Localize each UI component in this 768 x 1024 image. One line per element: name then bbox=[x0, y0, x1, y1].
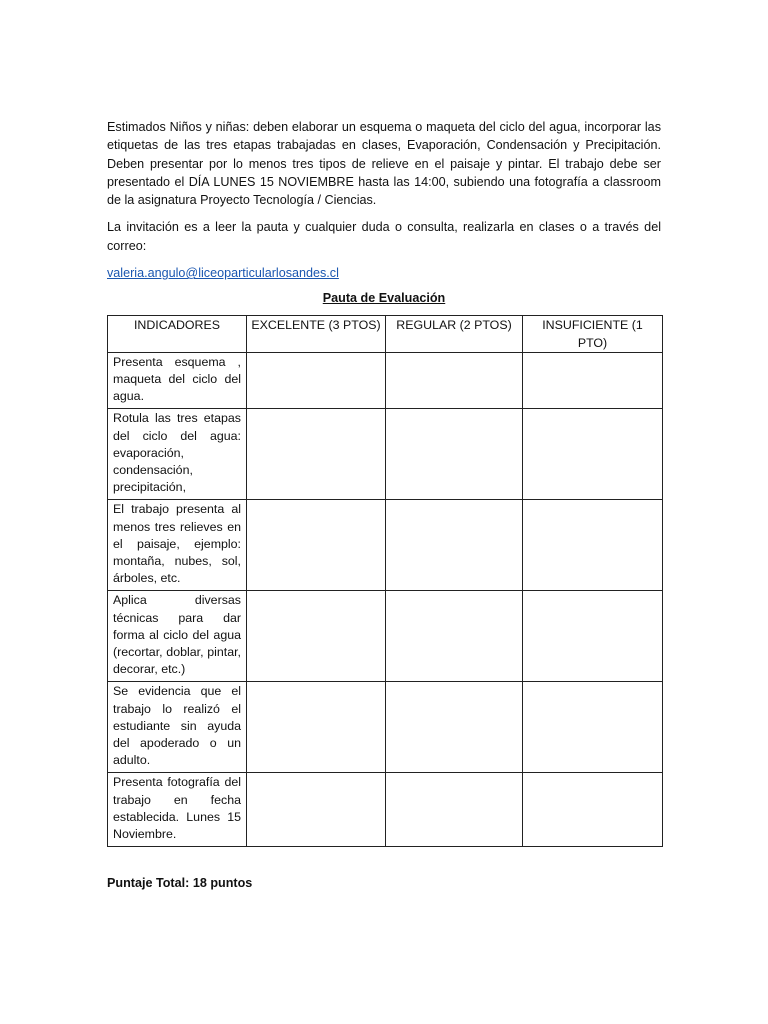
email-line bbox=[107, 264, 661, 282]
total-score: Puntaje Total: 18 puntos bbox=[107, 876, 253, 891]
score-cell-regular bbox=[386, 682, 523, 773]
score-cell-insuficiente bbox=[523, 409, 663, 500]
header-insuficiente: INSUFICIENTE (1 PTO) bbox=[523, 316, 663, 352]
invitation-paragraph: La invitación es a leer la pauta y cualquier duda o consulta, realizarla en clases o a través del correo: bbox=[107, 220, 661, 253]
score-cell-excelente bbox=[247, 591, 386, 682]
rubric-table bbox=[107, 315, 663, 847]
score-cell-regular bbox=[386, 500, 523, 591]
score-cell-insuficiente bbox=[523, 773, 663, 847]
score-cell-insuficiente bbox=[523, 352, 663, 409]
score-cell-insuficiente bbox=[523, 591, 663, 682]
score-cell-excelente bbox=[247, 352, 386, 409]
header-indicadores: INDICADORES bbox=[108, 316, 247, 352]
indicator-cell: Se evidencia que el trabajo lo realizó el estudiante sin ayuda del apoderado o un adulto. bbox=[108, 682, 247, 773]
table-row bbox=[108, 773, 663, 847]
table-row bbox=[108, 352, 663, 409]
indicator-cell: Aplica diversas técnicas para dar forma al ciclo del agua (recortar, doblar, pintar, decorar, etc.) bbox=[108, 591, 247, 682]
table-row bbox=[108, 682, 663, 773]
indicator-cell: Presenta esquema , maqueta del ciclo del agua. bbox=[108, 352, 247, 409]
header-regular: REGULAR (2 PTOS) bbox=[386, 316, 523, 352]
rubric-header-row bbox=[108, 316, 663, 352]
score-cell-excelente bbox=[247, 773, 386, 847]
score-cell-insuficiente bbox=[523, 500, 663, 591]
instructions-paragraph: Estimados Niños y niñas: deben elaborar un esquema o maqueta del ciclo del agua, incorporar las etiquetas de las tres etapas trabajadas en clases, Evaporación, Condensación y Precipitación. Deben presentar por lo menos tres tipos de relieve en el paisaje y pintar. El trabajo debe ser presentado el DÍA LUNES 15 NOVIEMBRE hasta las 14:00, subiendo una fotografía a classroom de la asignatura Proyecto Tecnología / Ciencias. bbox=[107, 120, 661, 208]
score-cell-excelente bbox=[247, 409, 386, 500]
score-cell-insuficiente bbox=[523, 682, 663, 773]
header-excelente: EXCELENTE (3 PTOS) bbox=[247, 316, 386, 352]
email-link[interactable]: valeria.angulo@liceoparticularlosandes.cl bbox=[107, 266, 339, 281]
score-cell-excelente bbox=[247, 500, 386, 591]
score-cell-regular bbox=[386, 409, 523, 500]
indicator-cell: El trabajo presenta al menos tres relieves en el paisaje, ejemplo: montaña, nubes, sol, árboles, etc. bbox=[108, 500, 247, 591]
score-cell-regular bbox=[386, 773, 523, 847]
document-page bbox=[107, 118, 661, 892]
indicator-cell: Presenta fotografía del trabajo en fecha establecida. Lunes 15 Noviembre. bbox=[108, 773, 247, 847]
rubric-title: Pauta de Evaluación bbox=[322, 291, 446, 306]
score-cell-regular bbox=[386, 591, 523, 682]
table-row bbox=[108, 409, 663, 500]
score-cell-regular bbox=[386, 352, 523, 409]
table-row bbox=[108, 500, 663, 591]
table-row bbox=[108, 591, 663, 682]
indicator-cell: Rotula las tres etapas del ciclo del agua: evaporación, condensación, precipitación, bbox=[108, 409, 247, 500]
score-cell-excelente bbox=[247, 682, 386, 773]
